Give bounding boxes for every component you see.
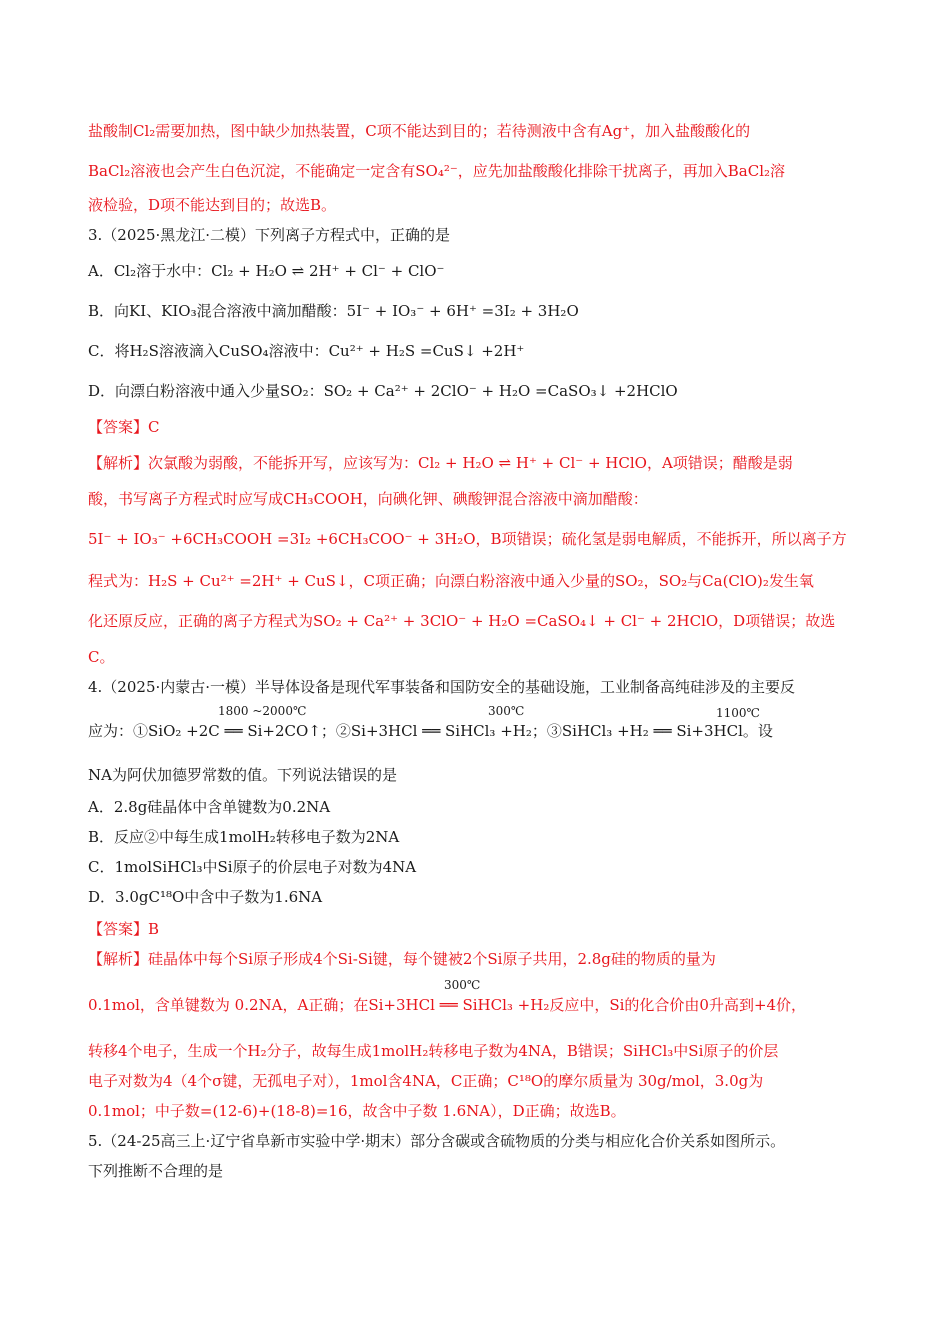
reaction-2-condition: 300℃	[488, 704, 525, 718]
question-3-explanation-5: 化还原反应，正确的离子方程式为SO₂ + Ca²⁺ + 3ClO⁻ + H₂O =CaSO₄↓ + Cl⁻ + 2HClO，D项错误；故选	[88, 612, 836, 630]
question-3-stem: 3.（2025·黑龙江·二模）下列离子方程式中，正确的是	[88, 226, 451, 244]
question-3-explanation-1: 【解析】次氯酸为弱酸，不能拆开写，应该写为：Cl₂ + H₂O ⇌ H⁺ + Cl⁻ + HClO，A项错误；醋酸是弱	[88, 454, 793, 472]
explanation-reaction-condition: 300℃	[444, 978, 481, 992]
question-4-option-b: B．反应②中每生成1molH₂转移电子数为2NA	[88, 828, 400, 846]
question-4-explanation-1: 【解析】硅晶体中每个Si原子形成4个Si-Si键，每个键被2个Si原子共用，2.8g硅的物质的量为	[88, 950, 716, 968]
question-5-stem-1: 5.（24-25高三上·辽宁省阜新市实验中学·期末）部分含碳或含硫物质的分类与相应化合价关系如图所示。	[88, 1132, 786, 1150]
question-3-option-c: C．将H₂S溶液滴入CuSO₄溶液中：Cu²⁺ + H₂S =CuS↓ +2H⁺	[88, 342, 525, 360]
question-3-explanation-2: 酸，书写离子方程式时应写成CH₃COOH，向碘化钾、碘酸钾混合溶液中滴加醋酸：	[88, 490, 648, 508]
question-4-explanation-3: 转移4个电子，生成一个H₂分子，故每生成1molH₂转移电子数为4NA，B错误；SiHCl₃中Si原子的价层	[88, 1042, 779, 1060]
question-5-stem-2: 下列推断不合理的是	[88, 1162, 224, 1180]
question-3-explanation-4: 程式为：H₂S + Cu²⁺ =2H⁺ + CuS↓，C项正确；向漂白粉溶液中通入少量的SO₂，SO₂与Ca(ClO)₂发生氧	[88, 572, 814, 590]
question-3-answer: 【答案】C	[88, 418, 160, 436]
reaction-3-condition: 1100℃	[716, 706, 760, 720]
reaction-1-condition: 1800 ~2000℃	[218, 704, 307, 718]
explanation-line-2: BaCl₂溶液也会产生白色沉淀，不能确定一定含有SO₄²⁻，应先加盐酸酸化排除干扰离子，再加入BaCl₂溶	[88, 162, 786, 180]
question-4-stem-1: 4.（2025·内蒙古·一模）半导体设备是现代军事装备和国防安全的基础设施，工业制备高纯硅涉及的主要反	[88, 678, 796, 696]
question-4-stem-3: NA为阿伏加德罗常数的值。下列说法错误的是	[88, 766, 397, 784]
explanation-line-1: 盐酸制Cl₂需要加热，图中缺少加热装置，C项不能达到目的；若待测液中含有Ag⁺，加入盐酸酸化的	[88, 122, 751, 140]
question-3-option-a: A．Cl₂溶于水中：Cl₂ + H₂O ⇌ 2H⁺ + Cl⁻ + ClO⁻	[88, 262, 445, 280]
question-3-explanation-6: C。	[88, 648, 115, 666]
explanation-line-3: 液检验，D项不能达到目的；故选B。	[88, 196, 337, 214]
question-4-stem-2: 应为：①SiO₂ +2C ══ Si+2CO↑；②Si+3HCl ══ SiHCl₃ +H₂；③SiHCl₃ +H₂ ══ Si+3HCl。设	[88, 722, 773, 740]
question-4-option-a: A．2.8g硅晶体中含单键数为0.2NA	[88, 798, 331, 816]
question-4-answer: 【答案】B	[88, 920, 160, 938]
question-4-explanation-5: 0.1mol；中子数=(12-6)+(18-8)=16，故含中子数 1.6NA），D正确；故选B。	[88, 1102, 626, 1120]
question-4-option-d: D．3.0gC¹⁸O中含中子数为1.6NA	[88, 888, 323, 906]
question-4-option-c: C．1molSiHCl₃中Si原子的价层电子对数为4NA	[88, 858, 417, 876]
question-4-explanation-4: 电子对数为4（4个σ键，无孤电子对），1mol含4NA，C正确；C¹⁸O的摩尔质量为 30g/mol，3.0g为	[88, 1072, 764, 1090]
question-4-explanation-2: 0.1mol，含单键数为 0.2NA，A正确；在Si+3HCl ══ SiHCl₃ +H₂反应中，Si的化合价由0升高到+4价，	[88, 996, 807, 1014]
question-3-option-b: B．向KI、KIO₃混合溶液中滴加醋酸：5I⁻ + IO₃⁻ + 6H⁺ =3I₂ + 3H₂O	[88, 302, 579, 320]
question-3-option-d: D．向漂白粉溶液中通入少量SO₂：SO₂ + Ca²⁺ + 2ClO⁻ + H₂O =CaSO₃↓ +2HClO	[88, 382, 678, 400]
question-3-explanation-3: 5I⁻ + IO₃⁻ +6CH₃COOH =3I₂ +6CH₃COO⁻ + 3H₂O，B项错误；硫化氢是弱电解质，不能拆开，所以离子方	[88, 530, 847, 548]
